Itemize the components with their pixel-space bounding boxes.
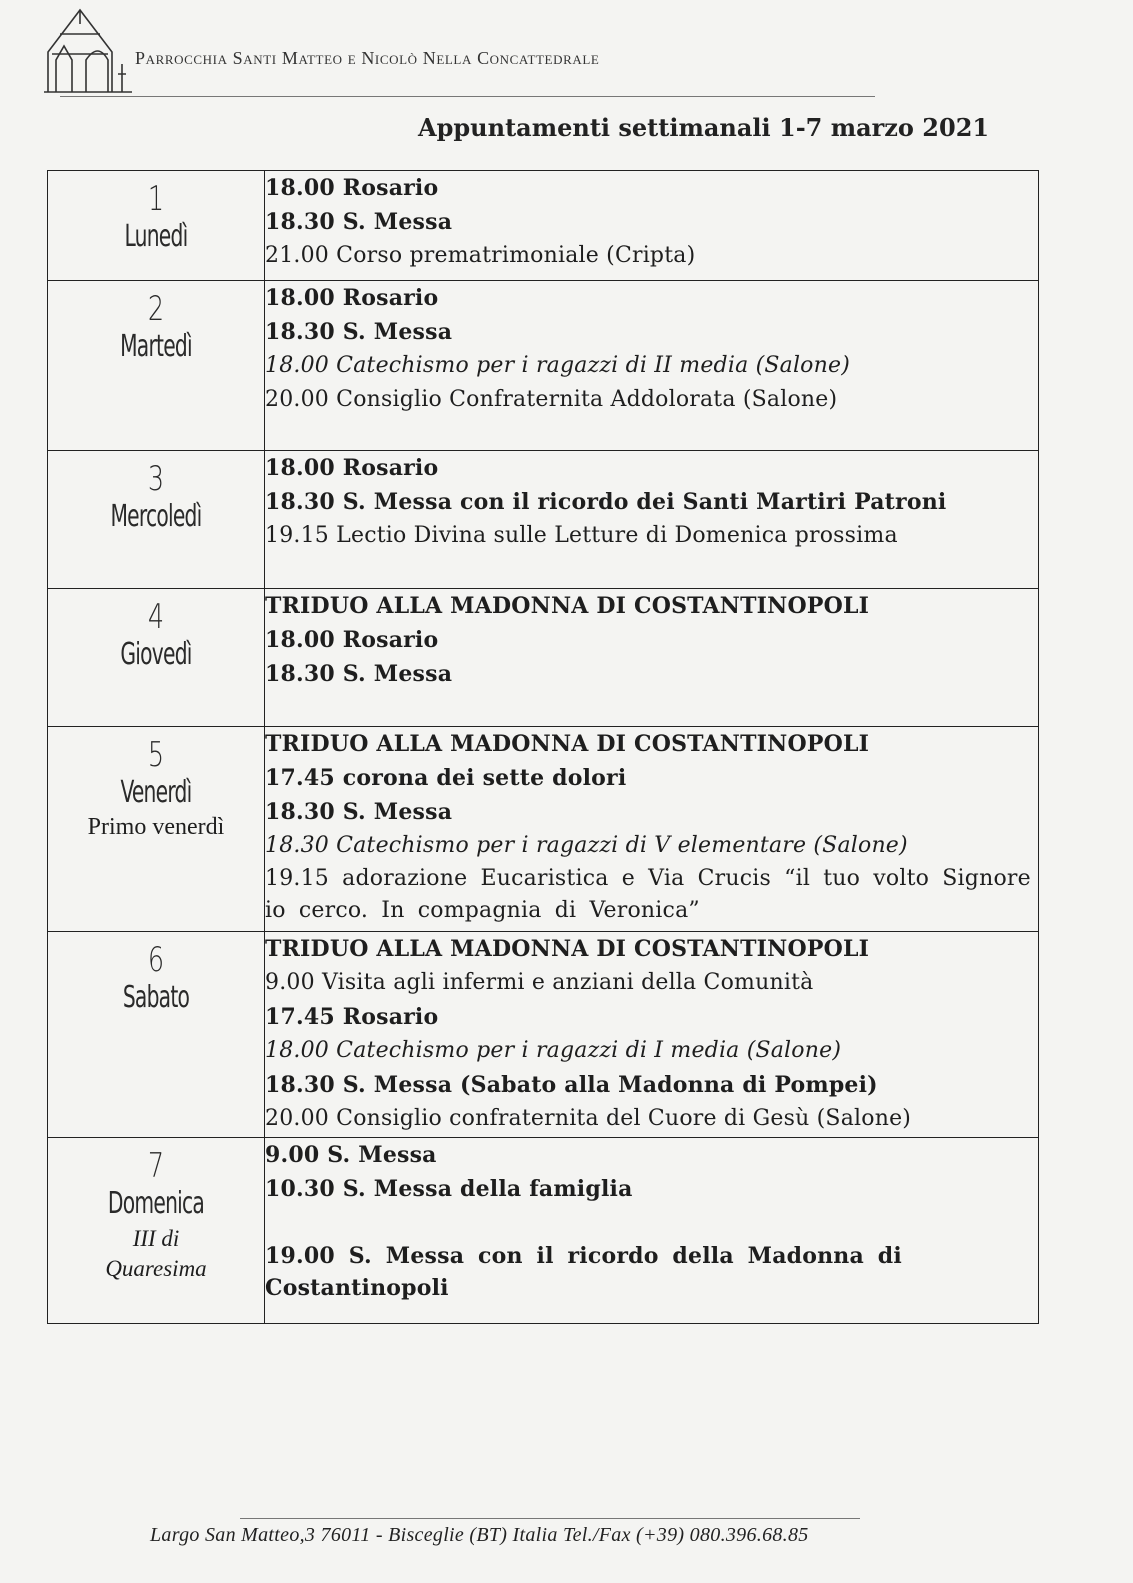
weekly-schedule-table bbox=[47, 170, 1039, 1324]
page-title: Appuntamenti settimanali 1-7 marzo 2021 bbox=[418, 113, 990, 142]
event-line: 20.00 Consiglio Confraternita Addolorata (Salone) bbox=[265, 387, 838, 412]
event-line: 18.30 S. Messa bbox=[265, 209, 453, 235]
church-logo bbox=[42, 4, 134, 96]
day-name: Sabato bbox=[122, 980, 190, 1015]
event-line: 9.00 Visita agli infermi e anziani della Comunità bbox=[265, 970, 814, 995]
event-line: 18.00 Rosario bbox=[265, 627, 439, 653]
schedule-row bbox=[48, 1138, 1039, 1324]
events-cell bbox=[265, 281, 1039, 451]
event-line: 18.30 S. Messa bbox=[265, 799, 453, 825]
event-line: 9.00 S. Messa bbox=[265, 1142, 437, 1168]
day-name: Lunedì bbox=[124, 219, 188, 254]
event-line: 18.00 Rosario bbox=[265, 175, 439, 201]
events-cell bbox=[265, 589, 1039, 727]
events-cell bbox=[265, 1138, 1039, 1324]
event-line: 20.00 Consiglio confraternita del Cuore di Gesù (Salone) bbox=[265, 1106, 912, 1131]
header-divider bbox=[60, 96, 875, 97]
day-name: Domenica bbox=[107, 1186, 205, 1221]
event-line: 18.00 Catechismo per i ragazzi di I media (Salone) bbox=[265, 1038, 842, 1063]
schedule-row bbox=[48, 171, 1039, 281]
event-line: 18.30 S. Messa (Sabato alla Madonna di Pompei) bbox=[265, 1072, 878, 1098]
day-number: 6 bbox=[147, 940, 165, 980]
day-subtitle: Primo venerdì bbox=[87, 814, 225, 840]
event-line: 21.00 Corso prematrimoniale (Cripta) bbox=[265, 243, 696, 268]
event-line: TRIDUO ALLA MADONNA DI COSTANTINOPOLI bbox=[265, 936, 870, 962]
footer-divider bbox=[240, 1518, 860, 1519]
day-number: 5 bbox=[147, 735, 165, 775]
event-line: TRIDUO ALLA MADONNA DI COSTANTINOPOLI bbox=[265, 731, 870, 757]
event-line: 17.45 corona dei sette dolori bbox=[265, 765, 627, 791]
schedule-row bbox=[48, 281, 1039, 451]
footer-address: Largo San Matteo,3 76011 - Bisceglie (BT) Italia Tel./Fax (+39) 080.396.68.85 bbox=[150, 1524, 809, 1546]
event-line: TRIDUO ALLA MADONNA DI COSTANTINOPOLI bbox=[265, 593, 870, 619]
day-number: 1 bbox=[147, 179, 165, 219]
day-number: 2 bbox=[147, 289, 165, 329]
events-cell bbox=[265, 171, 1039, 281]
event-line: 10.30 S. Messa della famiglia bbox=[265, 1176, 633, 1202]
event-line bbox=[265, 1206, 1038, 1240]
events-cell bbox=[265, 727, 1039, 932]
event-line: 18.30 S. Messa con il ricordo dei Santi Martiri Patroni bbox=[265, 489, 947, 515]
events-cell bbox=[265, 932, 1039, 1138]
schedule-row bbox=[48, 589, 1039, 727]
event-line: 18.30 S. Messa bbox=[265, 661, 453, 687]
schedule-row bbox=[48, 932, 1039, 1138]
event-line: 19.15 adorazione Eucaristica e Via Crucis “il tuo volto Signore io cerco. In compagnia di Veronica” bbox=[265, 866, 1031, 923]
day-cell bbox=[48, 451, 265, 589]
event-line: 17.45 Rosario bbox=[265, 1004, 439, 1030]
day-name: Venerdì bbox=[120, 775, 192, 810]
day-cell bbox=[48, 932, 265, 1138]
day-cell bbox=[48, 727, 265, 932]
schedule-row bbox=[48, 727, 1039, 932]
parish-name: Parrocchia Santi Matteo e Nicolò Nella Concattedrale bbox=[135, 48, 600, 68]
day-name: Giovedì bbox=[120, 637, 192, 672]
event-line: 18.00 Catechismo per i ragazzi di II media (Salone) bbox=[265, 353, 851, 378]
day-cell bbox=[48, 171, 265, 281]
event-line: 18.30 Catechismo per i ragazzi di V elementare (Salone) bbox=[265, 833, 908, 858]
event-line: 19.00 S. Messa con il ricordo della Madonna di Costantinopoli bbox=[265, 1243, 902, 1301]
schedule-row bbox=[48, 451, 1039, 589]
day-cell bbox=[48, 281, 265, 451]
event-line: 19.15 Lectio Divina sulle Letture di Domenica prossima bbox=[265, 523, 898, 548]
day-name: Mercoledì bbox=[110, 499, 202, 534]
day-number: 3 bbox=[147, 459, 165, 499]
events-cell bbox=[265, 451, 1039, 589]
event-line: 18.30 S. Messa bbox=[265, 319, 453, 345]
day-subtitle: III di Quaresima bbox=[105, 1226, 207, 1281]
event-line: 18.00 Rosario bbox=[265, 455, 439, 481]
day-number: 4 bbox=[147, 597, 165, 637]
day-number: 7 bbox=[147, 1146, 165, 1186]
day-cell bbox=[48, 1138, 265, 1324]
day-cell bbox=[48, 589, 265, 727]
event-line: 18.00 Rosario bbox=[265, 285, 439, 311]
day-name: Martedì bbox=[120, 329, 192, 364]
